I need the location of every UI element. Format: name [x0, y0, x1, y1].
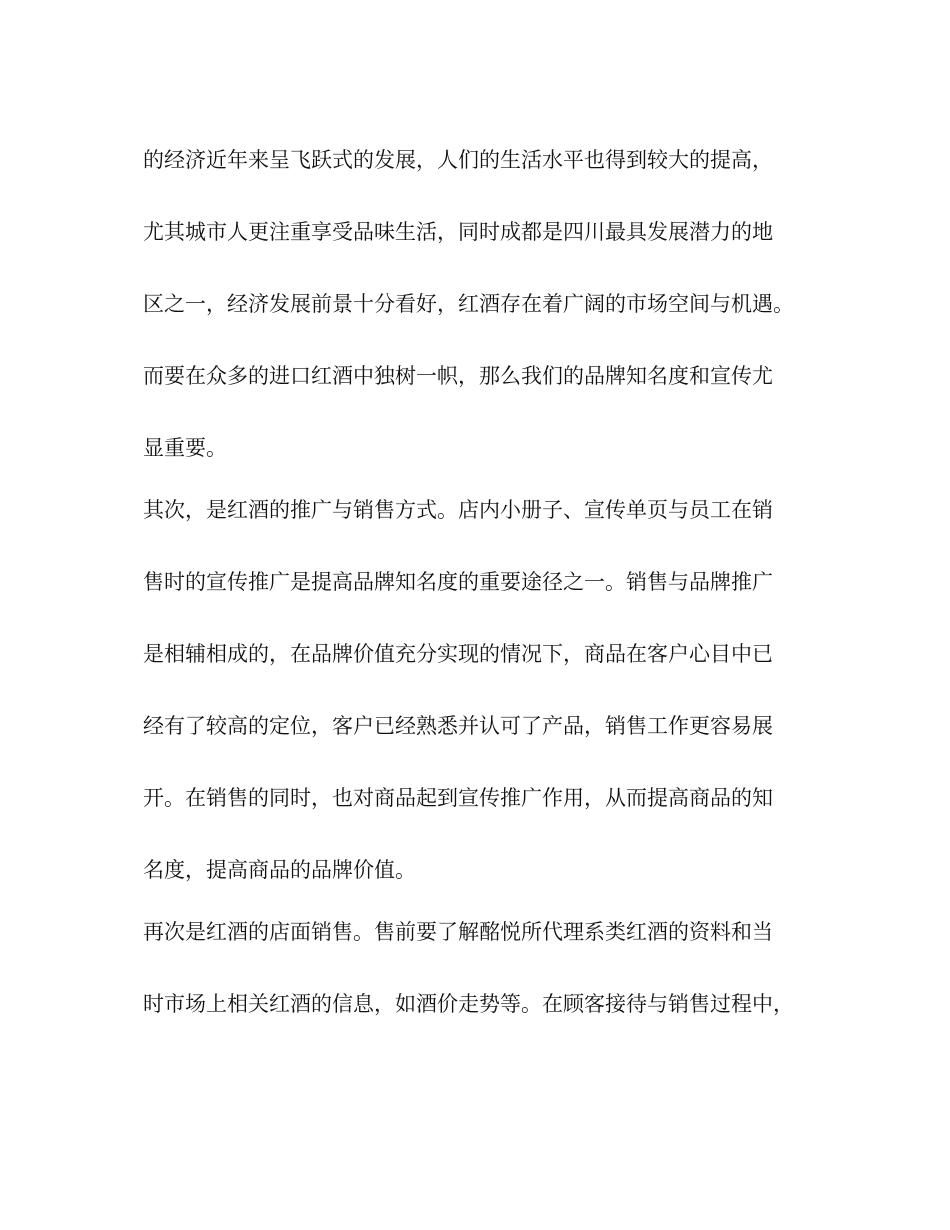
text-line: 其次，是红酒的推广与销售方式。店内小册子、宣传单页与员工在销	[143, 498, 773, 522]
text-line: 显重要。	[143, 436, 227, 460]
text-line: 开。在销售的同时，也对商品起到宣传推广作用，从而提高商品的知	[143, 786, 773, 810]
text-line: 经有了较高的定位，客户已经熟悉并认可了产品，销售工作更容易展	[143, 714, 773, 738]
text-line: 时市场上相关红酒的信息，如酒价走势等。在顾客接待与销售过程中，	[143, 992, 794, 1016]
text-line: 再次是红酒的店面销售。售前要了解酩悦所代理系类红酒的资料和当	[143, 920, 773, 944]
text-line: 售时的宣传推广是提高品牌知名度的重要途径之一。销售与品牌推广	[143, 570, 773, 594]
text-line: 而要在众多的进口红酒中独树一帜，那么我们的品牌知名度和宣传尤	[143, 364, 773, 388]
text-line: 是相辅相成的，在品牌价值充分实现的情况下，商品在客户心目中已	[143, 642, 773, 666]
text-line: 名度，提高商品的品牌价值。	[143, 858, 416, 882]
text-line: 尤其城市人更注重享受品味生活，同时成都是四川最具发展潜力的地	[143, 220, 773, 244]
text-line: 区之一，经济发展前景十分看好，红酒存在着广阔的市场空间与机遇。	[143, 292, 794, 316]
text-line: 的经济近年来呈飞跃式的发展，人们的生活水平也得到较大的提高，	[143, 148, 773, 172]
